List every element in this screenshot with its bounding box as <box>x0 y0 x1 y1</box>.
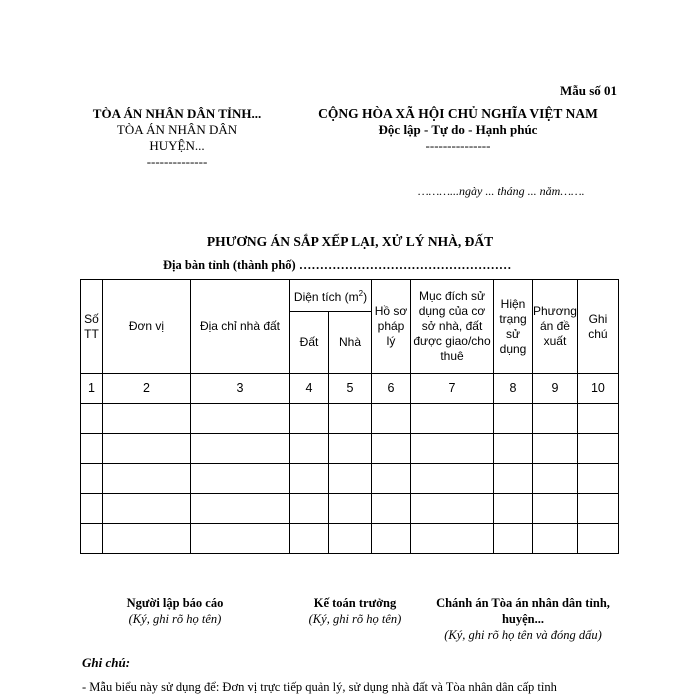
blank-cell[interactable] <box>372 464 411 494</box>
preparer-title: Người lập báo cáo <box>126 596 224 610</box>
header-dia-chi: Địa chỉ nhà đất <box>191 280 290 374</box>
chief-accountant-instruction: (Ký, ghi rõ họ tên) <box>308 612 402 626</box>
blank-cell[interactable] <box>372 494 411 524</box>
court-district-name: HUYỆN... <box>149 138 205 153</box>
signature-chief-judge <box>418 595 628 643</box>
date-line: ………...ngày ... tháng ... năm……. <box>418 184 585 198</box>
preparer-instruction: (Ký, ghi rõ họ tên) <box>128 612 222 626</box>
header-stt: Số TT <box>81 280 103 374</box>
chief-judge-title: Chánh án Tòa án nhân dân tỉnh, <box>436 596 610 610</box>
blank-cell[interactable] <box>191 404 290 434</box>
index-cell: 6 <box>372 374 411 404</box>
blank-cell[interactable] <box>290 524 329 554</box>
blank-cell[interactable] <box>577 404 618 434</box>
form-number: Mẫu số 01 <box>559 83 617 98</box>
blank-cell[interactable] <box>411 464 494 494</box>
blank-cell[interactable] <box>81 404 103 434</box>
blank-cell[interactable] <box>372 434 411 464</box>
table-row <box>81 494 619 524</box>
index-cell: 2 <box>103 374 191 404</box>
header-ghi-chu: Ghi chú <box>577 280 618 374</box>
blank-cell[interactable] <box>290 434 329 464</box>
chief-judge-instruction: (Ký, ghi rõ họ tên và đóng dấu) <box>444 628 602 642</box>
blank-cell[interactable] <box>290 494 329 524</box>
blank-cell[interactable] <box>533 494 578 524</box>
table-row <box>81 434 619 464</box>
court-header-separator: -------------- <box>146 154 208 169</box>
notes-title: Ghi chú: <box>82 655 131 670</box>
blank-cell[interactable] <box>494 404 533 434</box>
header-dien-tich-sup: 2 <box>358 289 364 298</box>
column-index-row <box>81 374 619 404</box>
blank-cell[interactable] <box>411 524 494 554</box>
blank-cell[interactable] <box>494 524 533 554</box>
court-district-line: TÒA ÁN NHÂN DÂN <box>116 122 238 137</box>
header-ho-so: Hồ sơ pháp lý <box>372 280 411 374</box>
notes-body: - Mẫu biểu này sử dụng để: Đơn vị trực tiếp quản lý, sử dụng nhà đất và Tòa nhân dân cấp tỉnh <box>82 680 557 694</box>
blank-cell[interactable] <box>372 404 411 434</box>
blank-cell[interactable] <box>577 434 618 464</box>
blank-cell[interactable] <box>329 404 372 434</box>
blank-cell[interactable] <box>411 434 494 464</box>
index-cell: 4 <box>290 374 329 404</box>
header-dat: Đất <box>290 312 329 374</box>
blank-cell[interactable] <box>494 494 533 524</box>
blank-cell[interactable] <box>191 524 290 554</box>
signature-chief-accountant <box>270 595 440 627</box>
index-cell: 7 <box>411 374 494 404</box>
header-hien-trang: Hiện trạng sử dụng <box>494 280 533 374</box>
header-dien-tich-close: ) <box>363 290 368 304</box>
area-line: Địa bàn tỉnh (thành phố) …………………………………………… <box>163 258 512 272</box>
blank-cell[interactable] <box>103 434 191 464</box>
blank-cell[interactable] <box>103 404 191 434</box>
header-muc-dich: Mục đích sử dụng của cơ sở nhà, đất được giao/cho thuê <box>411 280 494 374</box>
blank-cell[interactable] <box>533 524 578 554</box>
signature-preparer <box>100 595 250 627</box>
blank-cell[interactable] <box>103 524 191 554</box>
header-phuong-an: Phương án đề xuất <box>533 280 578 374</box>
blank-cell[interactable] <box>533 404 578 434</box>
housing-land-table <box>80 279 619 554</box>
blank-cell[interactable] <box>81 524 103 554</box>
blank-cell[interactable] <box>577 524 618 554</box>
header-dien-tich-label: Diện tích (m <box>293 290 359 304</box>
blank-cell[interactable] <box>191 434 290 464</box>
blank-cell[interactable] <box>329 434 372 464</box>
document-title: PHƯƠNG ÁN SẮP XẾP LẠI, XỬ LÝ NHÀ, ĐẤT <box>206 234 494 249</box>
index-cell: 5 <box>329 374 372 404</box>
blank-cell[interactable] <box>329 464 372 494</box>
blank-cell[interactable] <box>191 494 290 524</box>
blank-cell[interactable] <box>372 524 411 554</box>
blank-cell[interactable] <box>577 494 618 524</box>
blank-cell[interactable] <box>329 494 372 524</box>
blank-cell[interactable] <box>411 494 494 524</box>
national-motto: Độc lập - Tự do - Hạnh phúc <box>378 122 538 137</box>
court-province-line: TÒA ÁN NHÂN DÂN TỈNH... <box>92 106 262 121</box>
header-don-vi: Đơn vị <box>103 280 191 374</box>
blank-cell[interactable] <box>533 464 578 494</box>
blank-cell[interactable] <box>533 434 578 464</box>
blank-cell[interactable] <box>577 464 618 494</box>
blank-cell[interactable] <box>191 464 290 494</box>
blank-cell[interactable] <box>290 404 329 434</box>
header-dien-tich <box>290 280 372 312</box>
index-cell: 9 <box>533 374 578 404</box>
index-cell: 1 <box>81 374 103 404</box>
national-title: CỘNG HÒA XÃ HỘI CHỦ NGHĨA VIỆT NAM <box>318 106 598 121</box>
blank-cell[interactable] <box>103 464 191 494</box>
header-nha: Nhà <box>329 312 372 374</box>
blank-cell[interactable] <box>103 494 191 524</box>
chief-judge-title-2: huyện... <box>501 612 545 626</box>
blank-cell[interactable] <box>81 434 103 464</box>
blank-cell[interactable] <box>81 494 103 524</box>
court-header <box>82 106 272 170</box>
table-row <box>81 404 619 434</box>
index-cell: 8 <box>494 374 533 404</box>
index-cell: 3 <box>191 374 290 404</box>
blank-cell[interactable] <box>81 464 103 494</box>
national-header <box>296 106 620 154</box>
blank-cell[interactable] <box>494 464 533 494</box>
national-header-separator: --------------- <box>425 138 491 153</box>
blank-cell[interactable] <box>411 404 494 434</box>
blank-cell[interactable] <box>329 524 372 554</box>
blank-cell[interactable] <box>290 464 329 494</box>
table-row <box>81 524 619 554</box>
blank-cell[interactable] <box>494 434 533 464</box>
table-row <box>81 464 619 494</box>
chief-accountant-title: Kế toán trưởng <box>313 596 397 610</box>
index-cell: 10 <box>577 374 618 404</box>
